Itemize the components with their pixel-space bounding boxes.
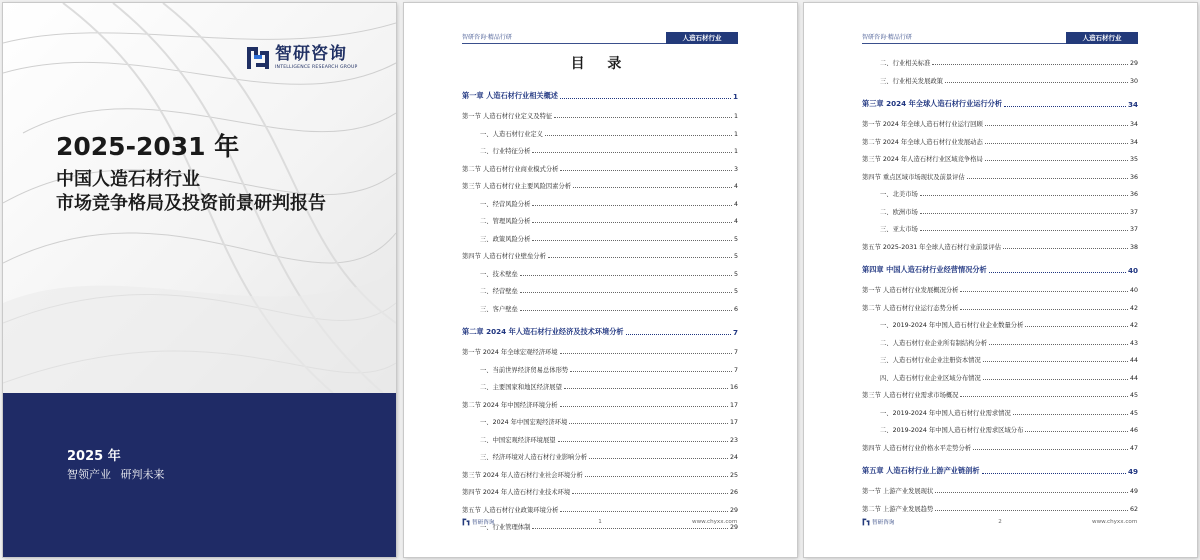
toc-entry-label: 第一节 人造石材行业定义及特征 (462, 113, 553, 120)
toc-entry-page: 5 (733, 235, 738, 243)
toc-section-entry[interactable] (862, 239, 1138, 251)
toc-section-entry[interactable] (462, 484, 738, 496)
toc-entry-label: 三、行业相关发展政策 (880, 77, 943, 85)
toc-entry-label: 第五节 2025-2031 年全球人造石材行业前景评估 (862, 243, 1002, 251)
toc-entry-label: 二、行业相关标准 (880, 60, 931, 67)
toc-dot-leader (983, 379, 1128, 380)
toc-dot-leader (989, 344, 1128, 345)
toc-entry-label: 一、2019-2024 年中国人造石材行业需求情况 (880, 409, 1011, 417)
toc-dot-leader (960, 309, 1128, 310)
toc-dot-leader (945, 82, 1128, 83)
toc-dot-leader (960, 396, 1128, 397)
toc-entry-page: 24 (729, 454, 738, 461)
toc-section-entry[interactable] (862, 387, 1138, 399)
toc-item-entry[interactable] (462, 213, 738, 225)
toc-entry-label: 一、2019-2024 年中国人造石材行业企业数量分析 (880, 322, 1024, 329)
toc-item-entry[interactable] (462, 231, 738, 243)
toc-entry-page: 17 (729, 401, 738, 409)
toc-entry-label: 二、经营壁垒 (480, 288, 518, 295)
footer-logo-text: 智研咨询 (472, 520, 495, 526)
toc-chapter-entry[interactable] (862, 463, 1138, 476)
footer-url[interactable]: www.chyxx.com (1092, 519, 1138, 525)
footer-logo (462, 518, 494, 526)
toc-item-entry[interactable] (462, 196, 738, 208)
toc-entry-label: 四、人造石材行业企业区域分布情况 (880, 374, 981, 382)
toc-dot-leader (960, 291, 1128, 292)
toc-section-entry[interactable] (862, 483, 1138, 495)
toc-entry-label: 一、经营风险分析 (480, 200, 531, 208)
toc-entry-label: 二、管理风险分析 (480, 218, 531, 225)
toc-entry-label: 第四节 2024 年人造石材行业技术环境 (462, 489, 571, 496)
toc-item-entry[interactable] (862, 370, 1138, 382)
toc-entry-page: 17 (729, 419, 738, 426)
toc-dot-leader (560, 511, 728, 512)
toc-entry-label: 第五节 人造石材行业政策环境分析 (462, 506, 559, 514)
toc-entry-label: 二、2019-2024 年中国人造石材行业需求区域分布 (880, 427, 1024, 434)
toc-item-entry[interactable] (462, 283, 738, 295)
toc-entry-page: 36 (1129, 191, 1138, 198)
toc-entry-label: 第五章 人造石材行业上游产业链剖析 (862, 466, 980, 475)
logo-icon (245, 45, 271, 71)
toc-dot-leader (569, 423, 728, 424)
toc-entry-label: 第二章 2024 年人造石材行业经济及技术环境分析 (462, 327, 624, 336)
toc-entry-page: 1 (733, 113, 738, 120)
header-industry-tab: 人造石材行业 (1066, 32, 1138, 44)
toc-entry-page: 43 (1129, 339, 1138, 347)
toc-section-entry[interactable] (862, 501, 1138, 513)
toc-dot-leader (1025, 326, 1128, 327)
toc-dot-leader (572, 493, 728, 494)
toc-item-entry[interactable] (862, 73, 1138, 85)
toc-entry-label: 三、客户壁垒 (480, 305, 518, 313)
toc-section-entry[interactable] (462, 248, 738, 260)
toc-entry-page: 40 (1127, 266, 1138, 275)
toc-entry-label: 第四节 人造石材行业壁垒分析 (462, 253, 546, 260)
toc-entry-page: 29 (729, 506, 738, 514)
toc-entry-page: 5 (733, 253, 738, 260)
toc-chapter-entry[interactable] (862, 96, 1138, 109)
toc-section-entry[interactable] (862, 169, 1138, 181)
toc-entry-label: 二、行业特征分析 (480, 148, 531, 155)
toc-entry-label: 第二节 人造石材行业运行态势分析 (862, 304, 959, 312)
toc-entry-page: 1 (733, 130, 738, 138)
toc-entry-page: 44 (1129, 374, 1138, 382)
toc-item-entry[interactable] (862, 405, 1138, 417)
toc-dot-leader (520, 292, 732, 293)
toc-entry-label: 第二节 2024 年全球人造石材行业发展动态 (862, 138, 983, 146)
toc-entry-label: 一、当前世界经济贸易总体形势 (480, 366, 569, 374)
toc-entry-page: 34 (1129, 138, 1138, 146)
toc-dot-leader (558, 441, 728, 442)
toc-dot-leader (573, 187, 732, 188)
toc-entry-label: 第一节 2024 年全球宏观经济环境 (462, 349, 558, 356)
toc-entry-page: 35 (1129, 156, 1138, 163)
toc-dot-leader (532, 152, 732, 153)
toc-dot-leader (532, 528, 728, 529)
toc-dot-leader (548, 257, 732, 258)
toc-dot-leader (545, 135, 732, 136)
toc-dot-leader (967, 178, 1128, 179)
toc-dot-leader (985, 143, 1128, 144)
toc-item-entry[interactable] (462, 266, 738, 278)
toc-section-entry[interactable] (462, 161, 738, 173)
toc-entry-page: 37 (1129, 226, 1138, 233)
report-title-line1: 中国人造石材行业 (56, 169, 200, 190)
toc-section-entry[interactable] (862, 282, 1138, 294)
toc-entry-page: 23 (729, 436, 738, 444)
toc-dot-leader (585, 476, 728, 477)
toc-chapter-entry[interactable] (862, 262, 1138, 275)
toc-entry-page: 42 (1129, 322, 1138, 329)
toc-entry-page: 44 (1129, 357, 1138, 364)
toc-section-entry[interactable] (462, 502, 738, 514)
toc-entry-label: 第四节 重点区域市场现状及前景评估 (862, 173, 965, 181)
toc-dot-leader (973, 449, 1128, 450)
toc-section-entry[interactable] (862, 134, 1138, 146)
toc-entry-page: 5 (733, 270, 738, 278)
toc-entry-page: 25 (729, 471, 738, 479)
footer-page-number: 1 (598, 519, 602, 525)
toc-dot-leader (560, 353, 732, 354)
toc-item-entry[interactable] (862, 204, 1138, 216)
footer-logo (862, 518, 894, 526)
toc-entry-label: 一、人造石材行业定义 (480, 130, 543, 138)
toc-entry-label: 一、北美市场 (880, 191, 918, 198)
header-brand-text: 智研咨询·精品行研 (462, 34, 512, 41)
toc-dot-leader (532, 205, 732, 206)
toc-entry-label: 第二节 上游产业发展趋势 (862, 505, 934, 513)
toc-item-entry[interactable] (862, 186, 1138, 198)
toc-entry-label: 第二节 人造石材行业商业模式分析 (462, 165, 559, 173)
toc-entry-page: 49 (1127, 467, 1138, 476)
toc-item-entry[interactable] (862, 352, 1138, 364)
toc-dot-leader (1004, 106, 1126, 107)
toc-entry-label: 第四章 中国人造石材行业经营情况分析 (862, 265, 987, 274)
toc-entry-page: 47 (1129, 444, 1138, 452)
toc-dot-leader (626, 334, 731, 335)
toc-dot-leader (935, 510, 1128, 511)
toc-dot-leader (1025, 431, 1128, 432)
toc-dot-leader (560, 170, 732, 171)
toc-entry-label: 三、经济环境对人造石材行业影响分析 (480, 454, 588, 461)
toc-entry-label: 二、主要国家和地区经济展望 (480, 384, 562, 391)
toc-entry-label: 第三节 2024 年人造石材行业区域竞争格局 (862, 156, 983, 163)
toc-entry-label: 第三节 2024 年人造石材行业社会环境分析 (462, 471, 583, 479)
toc-entry-page: 1 (732, 92, 738, 101)
toc-section-entry[interactable] (462, 178, 738, 190)
toc-section-entry[interactable] (462, 467, 738, 479)
toc-dot-leader (560, 406, 728, 407)
toc-page-2 (804, 3, 1197, 557)
toc-entry-page: 7 (733, 366, 738, 374)
toc-entry-page: 34 (1127, 100, 1138, 109)
footer-logo-text: 智研咨询 (872, 520, 895, 526)
toc-entry-label: 第二节 2024 年中国经济环境分析 (462, 401, 558, 409)
toc-entry-page: 30 (1129, 77, 1138, 85)
report-title-line2: 市场竞争格局及投资前景研判报告 (56, 193, 326, 214)
toc-item-entry[interactable] (462, 414, 738, 426)
toc-item-entry[interactable] (862, 221, 1138, 233)
toc-section-entry[interactable] (462, 344, 738, 356)
cover-bottom-band (3, 393, 396, 557)
toc-entry-page: 5 (733, 288, 738, 295)
toc-entry-page: 49 (1129, 488, 1138, 495)
footer-logo-icon (462, 518, 470, 526)
toc-chapter-entry[interactable] (462, 324, 738, 337)
logo-chinese-name: 智研咨询 (275, 44, 347, 64)
toc-entry-label: 第一章 人造石材行业相关概述 (462, 91, 558, 100)
toc-page-1 (404, 3, 797, 557)
toc-entry-page: 4 (733, 183, 738, 190)
toc-entry-page: 6 (733, 305, 738, 313)
toc-entry-page: 62 (1129, 505, 1138, 513)
toc-entry-page: 7 (733, 349, 738, 356)
toc-dot-leader (564, 388, 728, 389)
toc-entry-page: 29 (729, 524, 738, 531)
toc-entry-label: 一、技术壁垒 (480, 270, 518, 278)
report-years: 2025-2031 年 (56, 132, 240, 161)
toc-entry-page: 7 (732, 328, 738, 337)
toc-entry-label: 第三节 人造石材行业需求市场概况 (862, 392, 959, 399)
toc-item-entry[interactable] (862, 335, 1138, 347)
toc-dot-leader (920, 213, 1128, 214)
toc-entry-label: 第四节 人造石材行业价格水平走势分析 (862, 444, 972, 452)
toc-dot-leader (989, 272, 1126, 273)
logo-english-name: INTELLIGENCE RESEARCH GROUP (275, 65, 358, 70)
toc-entry-label: 三、亚太市场 (880, 226, 918, 233)
toc-dot-leader (520, 275, 732, 276)
toc-entry-page: 4 (733, 218, 738, 225)
toc-dot-leader (554, 117, 732, 118)
cover-slogan: 智领产业 研判未来 (67, 468, 165, 481)
cover-page (3, 3, 396, 557)
toc-entry-page: 46 (1129, 427, 1138, 434)
toc-item-entry[interactable] (862, 422, 1138, 434)
toc-dot-leader (920, 230, 1128, 231)
toc-dot-leader (520, 310, 732, 311)
toc-entry-page: 40 (1129, 287, 1138, 294)
toc-entry-label: 一、2024 年中国宏观经济环境 (480, 419, 568, 426)
cover-publish-year: 2025 年 (67, 449, 121, 464)
toc-entry-page: 36 (1129, 173, 1138, 181)
toc-dot-leader (982, 473, 1126, 474)
toc-dot-leader (920, 195, 1128, 196)
toc-item-entry[interactable] (462, 379, 738, 391)
toc-dot-leader (985, 125, 1128, 126)
header-brand-text: 智研咨询·精品行研 (862, 34, 912, 41)
toc-item-entry[interactable] (462, 362, 738, 374)
toc-entry-label: 三、政策风险分析 (480, 235, 531, 243)
toc-chapter-entry[interactable] (462, 88, 738, 101)
toc-entry-page: 42 (1129, 304, 1138, 312)
toc-dot-leader (532, 240, 732, 241)
toc-entry-page: 3 (733, 165, 738, 173)
footer-page-number: 2 (998, 519, 1002, 525)
toc-section-entry[interactable] (462, 397, 738, 409)
toc-entry-label: 二、人造石材行业企业所有制结构分析 (880, 339, 988, 347)
toc-entry-label: 第一节 人造石材行业发展概况分析 (862, 287, 959, 294)
toc-dot-leader (532, 222, 732, 223)
toc-entry-page: 4 (733, 200, 738, 208)
toc-title: 目 录 (570, 56, 631, 72)
toc-entry-page: 29 (1129, 60, 1138, 67)
toc-dot-leader (589, 458, 728, 459)
toc-entry-label: 三、人造石材行业企业注册资本情况 (880, 357, 981, 364)
toc-section-entry[interactable] (862, 151, 1138, 163)
toc-entry-label: 第三节 人造石材行业主要风险因素分析 (462, 183, 572, 190)
toc-section-entry[interactable] (862, 300, 1138, 312)
toc-entry-page: 37 (1129, 208, 1138, 216)
toc-section-entry[interactable] (862, 116, 1138, 128)
toc-dot-leader (560, 98, 731, 99)
toc-entry-page: 34 (1129, 121, 1138, 128)
footer-url[interactable]: www.chyxx.com (692, 519, 738, 525)
toc-entry-page: 16 (729, 384, 738, 391)
toc-dot-leader (1003, 248, 1128, 249)
toc-item-entry[interactable] (462, 143, 738, 155)
toc-entry-label: 一、行业管理体制 (480, 524, 531, 531)
toc-item-entry[interactable] (462, 449, 738, 461)
header-industry-tab: 人造石材行业 (666, 32, 738, 44)
toc-entry-label: 第一节 上游产业发展现状 (862, 488, 934, 495)
toc-item-entry[interactable] (862, 55, 1138, 67)
toc-section-entry[interactable] (862, 440, 1138, 452)
toc-dot-leader (932, 64, 1128, 65)
toc-entry-page: 26 (729, 489, 738, 496)
toc-dot-leader (935, 492, 1128, 493)
toc-dot-leader (570, 371, 732, 372)
toc-item-entry[interactable] (462, 301, 738, 313)
toc-entry-page: 38 (1129, 243, 1138, 251)
toc-entry-label: 第一节 2024 年全球人造石材行业运行回顾 (862, 121, 983, 128)
toc-entry-page: 45 (1129, 392, 1138, 399)
toc-entry-label: 二、中国宏观经济环境展望 (480, 436, 556, 444)
toc-item-entry[interactable] (862, 317, 1138, 329)
toc-dot-leader (1013, 414, 1128, 415)
toc-item-entry[interactable] (462, 126, 738, 138)
footer-logo-icon (862, 518, 870, 526)
toc-item-entry[interactable] (462, 432, 738, 444)
toc-entry-label: 二、欧洲市场 (880, 208, 918, 216)
toc-dot-leader (983, 361, 1128, 362)
toc-entry-page: 1 (733, 148, 738, 155)
toc-entry-label: 第三章 2024 年全球人造石材行业运行分析 (862, 99, 1003, 108)
brand-logo (245, 45, 357, 71)
toc-section-entry[interactable] (462, 108, 738, 120)
toc-entry-page: 45 (1129, 409, 1138, 417)
toc-dot-leader (985, 160, 1128, 161)
